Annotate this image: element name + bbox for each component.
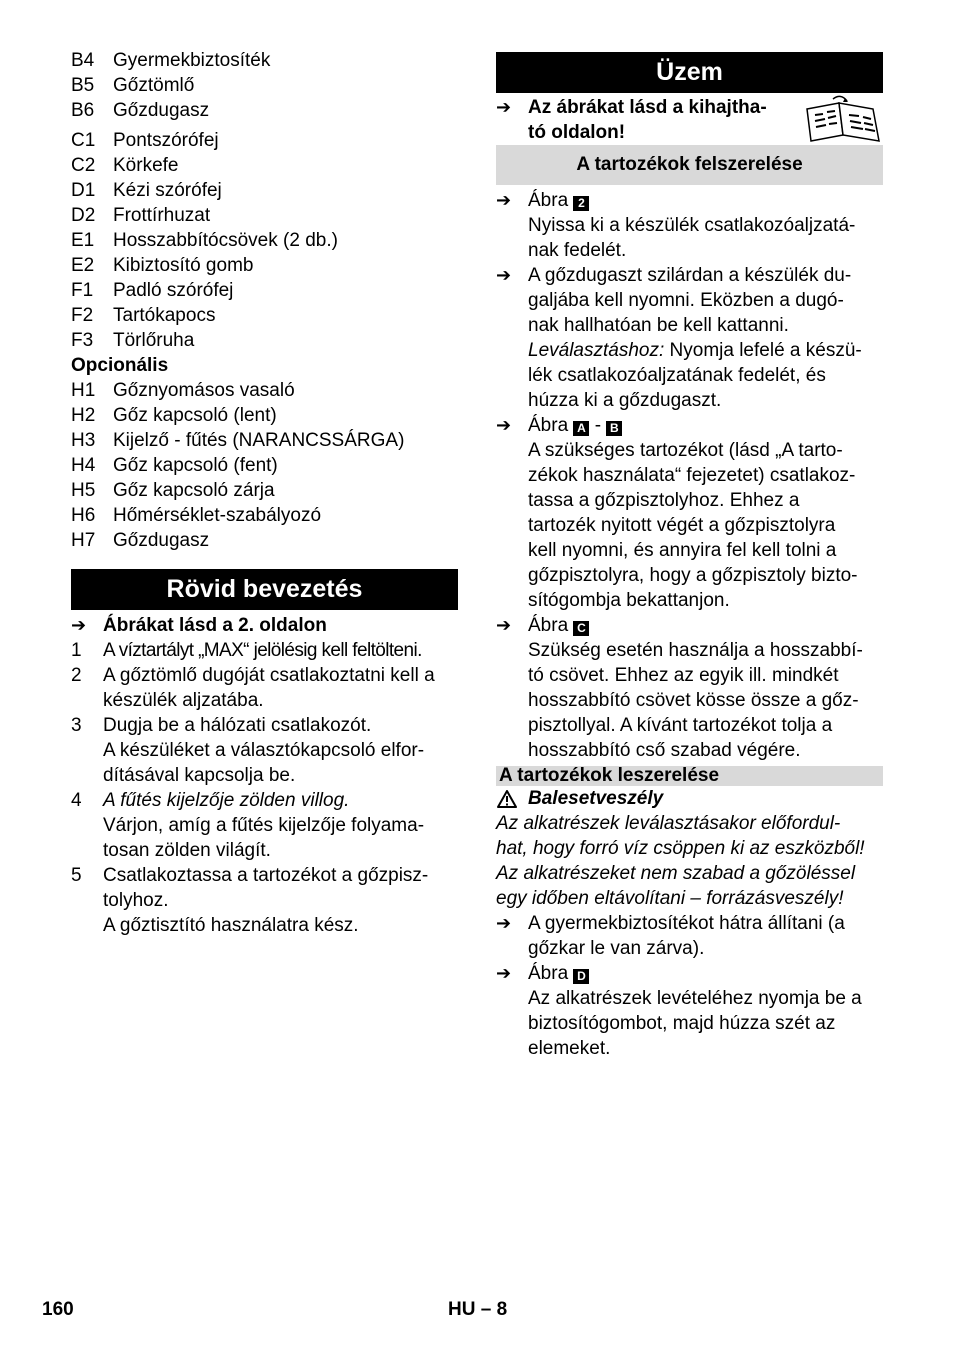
fold-out-note bbox=[496, 95, 883, 145]
detach-text: lék csatlakozóaljzatának fedelét, és bbox=[528, 365, 826, 386]
arrow-right-icon: ➔ bbox=[496, 615, 512, 635]
part-row bbox=[71, 98, 458, 123]
arrow-right-icon: ➔ bbox=[496, 415, 512, 435]
instruction-item bbox=[496, 613, 883, 638]
text-line: tartozék nyitott végét a gőzpisztolyra bbox=[528, 515, 836, 536]
part-row bbox=[71, 178, 458, 203]
part-label: Gőznyomásos vasaló bbox=[113, 380, 295, 401]
part-code: H5 bbox=[71, 480, 96, 501]
instruction-text bbox=[496, 638, 883, 763]
part-row bbox=[71, 303, 458, 328]
step-item bbox=[71, 788, 458, 863]
step-item bbox=[71, 638, 458, 663]
text-line: nak fedelét. bbox=[528, 240, 627, 261]
figure-label: Ábra bbox=[528, 615, 569, 636]
step-line: A készüléket a választókapcsoló elfor- bbox=[103, 740, 425, 761]
step-item bbox=[71, 663, 458, 713]
part-label: Frottírhuzat bbox=[113, 205, 211, 226]
part-label: Gőztömlő bbox=[113, 75, 195, 96]
parts-list-b bbox=[71, 48, 458, 123]
text-line: zékok használata“ fejezetet) csatlakoz- bbox=[528, 465, 856, 486]
step-line: dításával kapcsolja be. bbox=[103, 765, 296, 786]
part-code: C1 bbox=[71, 130, 96, 151]
text-line: biztosítógombot, majd húzza szét az bbox=[528, 1013, 836, 1034]
part-label: Gőz kapcsoló (fent) bbox=[113, 455, 278, 476]
part-row bbox=[71, 503, 458, 528]
part-row bbox=[71, 403, 458, 428]
intro-steps bbox=[71, 638, 458, 938]
right-column bbox=[496, 52, 883, 1061]
parts-list-main bbox=[71, 128, 458, 353]
section-title-operation: Üzem bbox=[496, 52, 883, 93]
text-line: gőzkar le van zárva). bbox=[528, 938, 705, 959]
part-label: Padló szórófej bbox=[113, 280, 234, 301]
text-line: Szükség esetén használja a hosszabbí- bbox=[528, 640, 863, 661]
fold-note-line: tó oldalon! bbox=[528, 122, 626, 143]
part-row bbox=[71, 453, 458, 478]
instruction-text bbox=[528, 911, 845, 961]
detach-instruction bbox=[496, 338, 883, 413]
step-line: Várjon, amíg a fűtés kijelzője folyama- bbox=[103, 815, 425, 836]
instruction-item: ➔ Ábra A - B bbox=[496, 413, 883, 438]
part-label: Gőz kapcsoló (lent) bbox=[113, 405, 277, 426]
step-body bbox=[103, 788, 424, 863]
part-label: Hőmérséklet-szabályozó bbox=[113, 505, 322, 526]
part-row bbox=[71, 73, 458, 98]
part-label: Kibiztosító gomb bbox=[113, 255, 254, 276]
text-line: hosszabbító cső szabad végére. bbox=[528, 740, 801, 761]
part-row bbox=[71, 153, 458, 178]
text-line: gőzpisztolyra, hogy a gőzpisztoly bizto- bbox=[528, 565, 858, 586]
part-row bbox=[71, 478, 458, 503]
part-code: B5 bbox=[71, 75, 95, 96]
step-line: A gőztömlő dugóját csatlakoztatni kell a bbox=[103, 665, 435, 686]
part-code: E2 bbox=[71, 255, 95, 276]
instruction-item bbox=[496, 961, 883, 986]
text-line: sítógombja bekattanjon. bbox=[528, 590, 730, 611]
part-code: B4 bbox=[71, 50, 95, 71]
danger-label: Balesetveszély bbox=[528, 788, 664, 809]
text-line: egy időben eltávolítani – forrázásveszély! bbox=[496, 888, 844, 909]
part-row bbox=[71, 328, 458, 353]
step-line: A víztartályt „MAX“ jelölésig kell feltölteni. bbox=[103, 640, 422, 661]
open-book-icon bbox=[803, 95, 883, 145]
figure-label: Ábra bbox=[528, 190, 569, 211]
part-code: D2 bbox=[71, 205, 96, 226]
subsection-fitting-accessories: A tartozékok felszerelése bbox=[496, 145, 883, 185]
instruction-text bbox=[496, 438, 883, 613]
text-line: kell nyomni, és annyira fel kell tolni a bbox=[528, 540, 837, 561]
part-label: Tartókapocs bbox=[113, 305, 216, 326]
step-number: 3 bbox=[71, 715, 82, 736]
step-item bbox=[71, 713, 458, 788]
figure-badge: C bbox=[573, 621, 589, 636]
detach-label: Leválasztáshoz: bbox=[528, 340, 665, 361]
arrow-right-icon: ➔ bbox=[496, 963, 512, 983]
step-line: Dugja be a hálózati csatlakozót. bbox=[103, 715, 372, 736]
text-line: Az alkatrészeket nem szabad a gőzöléssel bbox=[496, 863, 856, 884]
step-number: 2 bbox=[71, 665, 82, 686]
section-title-short-intro: Rövid bevezetés bbox=[71, 569, 458, 610]
figure-badge: A bbox=[573, 421, 589, 436]
step-line: tolyhoz. bbox=[103, 890, 169, 911]
instruction-text bbox=[496, 986, 883, 1061]
figure-badge: D bbox=[573, 969, 589, 984]
text-line: Az alkatrészek levételéhez nyomja be a bbox=[528, 988, 862, 1009]
arrow-right-icon: ➔ bbox=[496, 913, 512, 933]
optional-heading: Opcionális bbox=[71, 355, 169, 376]
page-number: 160 bbox=[42, 1299, 74, 1320]
text-line: pisztollyal. A kívánt tartozékot tolja a bbox=[528, 715, 833, 736]
step-number: 4 bbox=[71, 790, 82, 811]
part-code: H4 bbox=[71, 455, 96, 476]
part-row bbox=[71, 128, 458, 153]
text-line: hosszabbító csövet kösse össze a gőz- bbox=[528, 690, 859, 711]
part-label: Körkefe bbox=[113, 155, 179, 176]
part-row bbox=[71, 278, 458, 303]
step-line: Csatlakoztassa a tartozékot a gőzpisz- bbox=[103, 865, 429, 886]
part-row bbox=[71, 253, 458, 278]
text-line: Az alkatrészek leválasztásakor előfordul- bbox=[496, 813, 841, 834]
part-label: Gőzdugasz bbox=[113, 530, 210, 551]
part-code: F3 bbox=[71, 330, 94, 351]
part-code: C2 bbox=[71, 155, 96, 176]
part-label: Kézi szórófej bbox=[113, 180, 222, 201]
figure-reference bbox=[71, 613, 458, 638]
page-code: HU – 8 bbox=[448, 1299, 508, 1320]
text-line: galjába kell nyomni. Eközben a dugó- bbox=[528, 290, 844, 311]
part-row bbox=[71, 428, 458, 453]
part-label: Gőzdugasz bbox=[113, 100, 210, 121]
instruction-text bbox=[528, 263, 851, 338]
part-code: H7 bbox=[71, 530, 96, 551]
part-code: F1 bbox=[71, 280, 94, 301]
subsection-removing-accessories: A tartozékok leszerelése bbox=[496, 766, 883, 786]
figure-label: Ábra bbox=[528, 963, 569, 984]
part-code: B6 bbox=[71, 100, 95, 121]
figure-label: Ábra bbox=[528, 415, 569, 436]
part-code: H2 bbox=[71, 405, 96, 426]
danger-text bbox=[496, 811, 883, 911]
part-row bbox=[71, 528, 458, 553]
detach-text: Nyomja lefelé a készü- bbox=[664, 340, 862, 361]
part-label: Hosszabbítócsövek (2 db.) bbox=[113, 230, 338, 251]
parts-list-optional bbox=[71, 378, 458, 553]
part-row bbox=[71, 203, 458, 228]
text-line: tó csövet. Ehhez az egyik ill. mindkét bbox=[528, 665, 839, 686]
text-line: tassa a gőzpisztolyhoz. Ehhez a bbox=[528, 490, 800, 511]
step-line: tosan zölden világít. bbox=[103, 840, 271, 861]
warning-triangle-icon bbox=[496, 789, 518, 809]
step-number: 1 bbox=[71, 640, 82, 661]
part-code: D1 bbox=[71, 180, 96, 201]
arrow-right-icon: ➔ bbox=[496, 97, 512, 117]
part-label: Pontszórófej bbox=[113, 130, 219, 151]
figure-reference-text: Ábrákat lásd a 2. oldalon bbox=[103, 615, 327, 636]
part-code: H3 bbox=[71, 430, 96, 451]
figure-badge: B bbox=[606, 421, 622, 436]
part-label: Törlőruha bbox=[113, 330, 195, 351]
arrow-right-icon: ➔ bbox=[496, 265, 512, 285]
part-row bbox=[71, 228, 458, 253]
left-column bbox=[71, 48, 458, 938]
figure-badge: 2 bbox=[573, 196, 589, 211]
part-code: H6 bbox=[71, 505, 96, 526]
text-line: A szükséges tartozékot (lásd „A tarto- bbox=[528, 440, 843, 461]
step-body bbox=[103, 663, 435, 713]
instruction-item bbox=[496, 188, 883, 213]
text-line: A gyermekbiztosítékot hátra állítani (a bbox=[528, 913, 845, 934]
step-number: 5 bbox=[71, 865, 82, 886]
fold-note-line: Az ábrákat lásd a kihajtha- bbox=[528, 97, 767, 118]
step-status-text: A fűtés kijelzője zölden villog. bbox=[103, 790, 350, 811]
instruction-item bbox=[496, 263, 883, 338]
part-row bbox=[71, 378, 458, 403]
text-line: elemeket. bbox=[528, 1038, 611, 1059]
text-line: A gőzdugaszt szilárdan a készülék du- bbox=[528, 265, 852, 286]
part-label: Gyermekbiztosíték bbox=[113, 50, 271, 71]
part-code: F2 bbox=[71, 305, 94, 326]
step-line: A gőztisztító használatra kész. bbox=[103, 915, 359, 936]
step-item bbox=[71, 863, 458, 938]
step-body bbox=[103, 713, 424, 788]
step-line: készülék aljzatába. bbox=[103, 690, 264, 711]
instruction-item bbox=[496, 911, 883, 961]
text-line: hat, hogy forró víz csöppen ki az eszközből! bbox=[496, 838, 865, 859]
part-code: H1 bbox=[71, 380, 96, 401]
step-body bbox=[103, 863, 428, 938]
part-label: Gőz kapcsoló zárja bbox=[113, 480, 275, 501]
arrow-right-icon: ➔ bbox=[496, 190, 512, 210]
text-line: Nyissa ki a készülék csatlakozóaljzatá- bbox=[528, 215, 856, 236]
danger-heading bbox=[496, 786, 883, 811]
part-code: E1 bbox=[71, 230, 95, 251]
detach-text: húzza ki a gőzdugaszt. bbox=[528, 390, 722, 411]
arrow-right-icon: ➔ bbox=[71, 615, 87, 635]
instruction-text bbox=[496, 213, 883, 263]
text-line: nak hallhatóan be kell kattanni. bbox=[528, 315, 789, 336]
step-body bbox=[103, 638, 422, 663]
part-row bbox=[71, 48, 458, 73]
part-label: Kijelző - fűtés (NARANCSSÁRGA) bbox=[113, 430, 405, 451]
